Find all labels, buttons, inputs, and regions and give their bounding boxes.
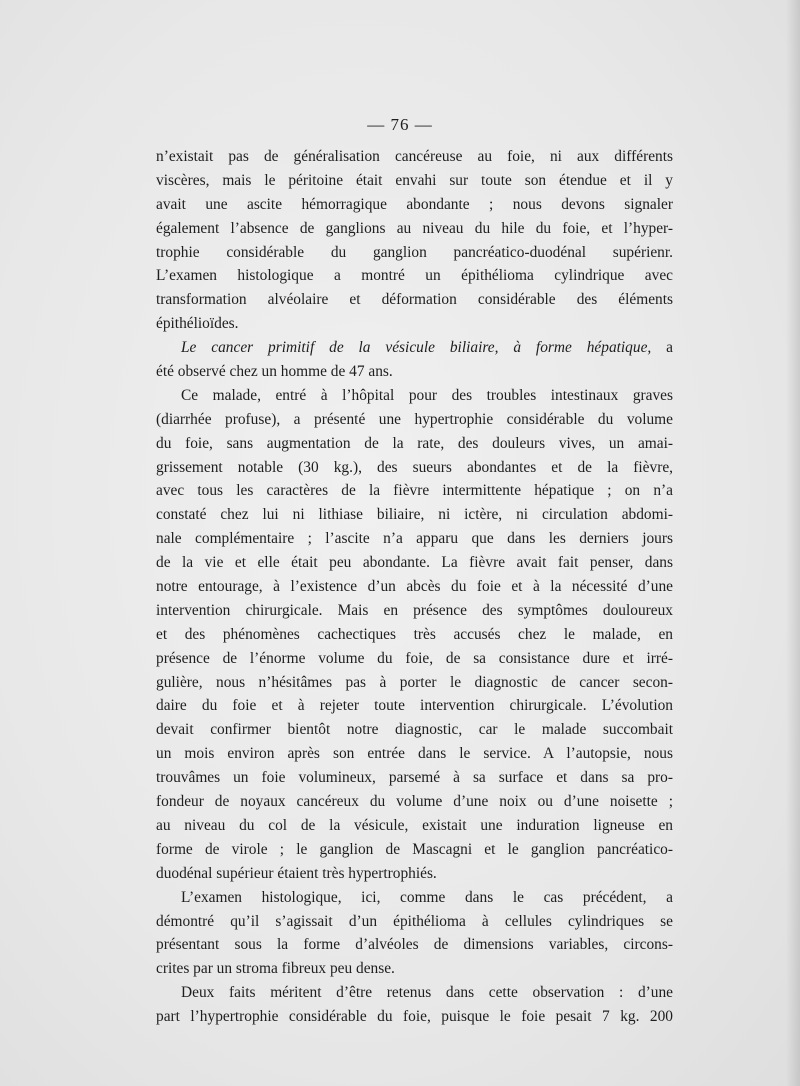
text-line: daire du foie et à rejeter toute intervention chirurgicale. L’évolution — [156, 697, 673, 715]
text-line: n’existait pas de généralisation cancéreuse au foie, ni aux différents — [156, 148, 673, 165]
text-line: transformation alvéolaire et déformation considérable des éléments — [156, 291, 673, 309]
text-line: gulière, nous n’hésitâmes pas à porter le diagnostic de cancer secon- — [156, 673, 673, 691]
text-line: au niveau du col de la vésicule, existait une induration ligneuse en — [156, 816, 673, 834]
text-line: du foie, sans augmentation de la rate, des douleurs vives, un amai- — [156, 434, 673, 452]
text-line: duodénal supérieur étaient très hypertrophiés. — [156, 864, 437, 882]
text-line: et des phénomènes cachectiques très accusés chez le malade, en — [156, 625, 673, 643]
text-line: également l’absence de ganglions au niveau du hile du foie, et l’hyper- — [156, 219, 673, 237]
text-line-italic-heading — [156, 336, 673, 360]
text-line: avec tous les caractères de la fièvre intermittente hépatique ; on n’a — [156, 482, 673, 500]
text-line: Deux faits méritent d’être retenus dans cette observation : d’une — [181, 984, 673, 1002]
page-number: — 76 — — [367, 115, 433, 134]
text-line: démontré qu’il s’agissait d’un épithélioma à cellules cylindriques se — [156, 912, 673, 930]
text-line: avait une ascite hémorragique abondante ; nous devons signaler — [156, 195, 673, 213]
text-line: L’examen histologique a montré un épithélioma cylindrique avec — [156, 267, 673, 285]
body-text — [156, 145, 673, 1029]
text-line: devait confirmer bientôt notre diagnostic, car le malade succombait — [156, 721, 673, 739]
page-edge-shadow — [786, 0, 800, 1086]
text-line: trophie considérable du ganglion pancréatico-duodénal supérienr. — [156, 243, 673, 261]
text-line: été observé chez un homme de 47 ans. — [156, 363, 393, 381]
text-line: grissement notable (30 kg.), des sueurs abondantes et de la fièvre, — [156, 458, 673, 476]
text-line: constaté chez lui ni lithiase biliaire, ni ictère, ni circulation abdomi- — [156, 506, 673, 524]
text-line: présentant sous la forme d’alvéoles de dimensions variables, circons- — [156, 936, 673, 954]
text-line: crites par un stroma fibreux peu dense. — [156, 960, 395, 978]
heading-tail: a — [651, 339, 673, 357]
text-line: nale complémentaire ; l’ascite n’a apparu que dans les derniers jours — [156, 530, 673, 548]
text-line: présence de l’énorme volume du foie, de sa consistance dure et irré- — [156, 649, 673, 667]
text-line: épithélioïdes. — [156, 315, 239, 333]
text-line: part l’hypertrophie considérable du foie, puisque le foie pesait 7 kg. 200 — [156, 1008, 673, 1026]
text-line: de la vie et elle était peu abondante. La fièvre avait fait penser, dans — [156, 554, 673, 572]
text-line: notre entourage, à l’existence d’un abcès du foie et à la nécessité d’une — [156, 578, 673, 596]
text-line: viscères, mais le péritoine était envahi sur toute son étendue et il y — [156, 171, 673, 189]
text-line: fondeur de noyaux cancéreux du volume d’une noix ou d’une noisette ; — [156, 793, 673, 811]
text-line: un mois environ après son entrée dans le service. A l’autopsie, nous — [156, 745, 673, 763]
text-line: L’examen histologique, ici, comme dans le cas précédent, a — [181, 888, 673, 906]
italic-heading: Le cancer primitif de la vésicule biliaire, à forme hépatique, — [181, 339, 652, 357]
text-line: trouvâmes un foie volumineux, parsemé à sa surface et dans sa pro- — [156, 769, 673, 787]
text-line: (diarrhée profuse), a présenté une hypertrophie considérable du volume — [156, 410, 673, 428]
text-line: Ce malade, entré à l’hôpital pour des troubles intestinaux graves — [181, 386, 673, 404]
text-line: forme de virole ; le ganglion de Mascagni et le ganglion pancréatico- — [156, 840, 673, 858]
text-line: intervention chirurgicale. Mais en présence des symptômes douloureux — [156, 601, 673, 619]
